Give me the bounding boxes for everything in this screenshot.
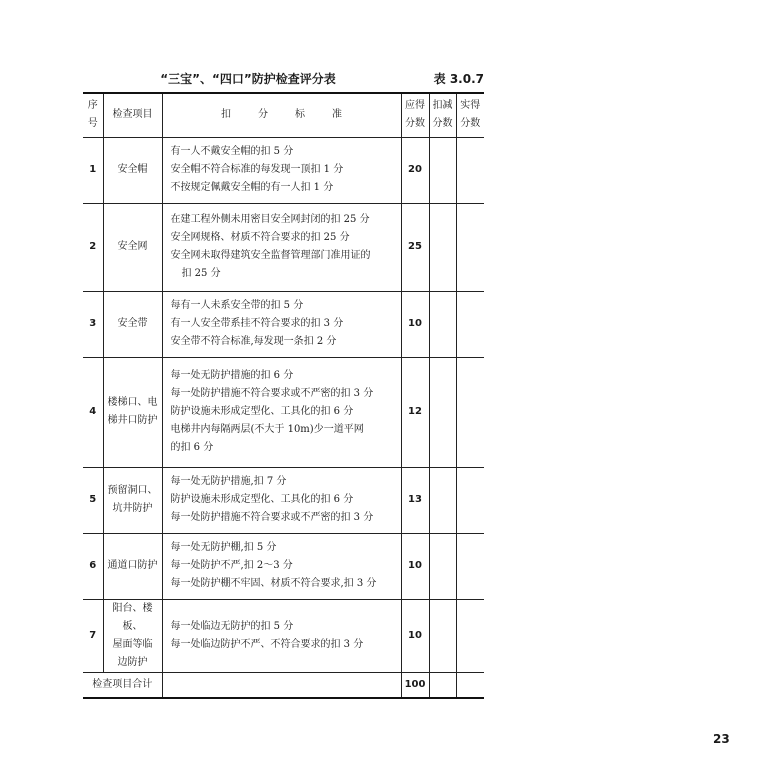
total-actual-score	[456, 672, 484, 698]
row-item: 安全带	[103, 291, 162, 357]
header-deduct-score: 扣减 分数	[429, 93, 456, 137]
total-criteria	[162, 672, 401, 698]
row-deduct-score	[429, 291, 456, 357]
table-row	[83, 467, 484, 533]
header-row	[83, 93, 484, 137]
header-actual-score: 实得 分数	[456, 93, 484, 137]
row-item: 预留洞口、 坑井防护	[103, 467, 162, 533]
row-criteria: 每一处临边无防护的扣 5 分 每一处临边防护不严、不符合要求的扣 3 分	[162, 599, 401, 672]
row-due-score: 10	[401, 599, 429, 672]
header-due-score: 应得 分数	[401, 93, 429, 137]
row-due-score: 20	[401, 137, 429, 203]
row-seq: 7	[83, 599, 103, 672]
row-actual-score	[456, 467, 484, 533]
row-criteria: 每一处无防护措施的扣 6 分 每一处防护措施不符合要求或不严密的扣 3 分 防护设施未形成定型化、工具化的扣 6 分 电梯井内每隔两层(不大于 10m)少一道平网 的扣 6 分	[162, 357, 401, 467]
row-due-score: 25	[401, 203, 429, 291]
row-actual-score	[456, 137, 484, 203]
header-standard: 扣分标准	[162, 93, 401, 137]
table-row	[83, 291, 484, 357]
total-due-score: 100	[401, 672, 429, 698]
row-actual-score	[456, 291, 484, 357]
total-deduct-score	[429, 672, 456, 698]
row-seq: 3	[83, 291, 103, 357]
row-item: 通道口防护	[103, 533, 162, 599]
table-row	[83, 357, 484, 467]
row-criteria: 每一处无防护棚,扣 5 分 每一处防护不严,扣 2～3 分 每一处防护棚不牢固、材质不符合要求,扣 3 分	[162, 533, 401, 599]
row-due-score: 12	[401, 357, 429, 467]
row-deduct-score	[429, 467, 456, 533]
row-seq: 6	[83, 533, 103, 599]
row-actual-score	[456, 203, 484, 291]
table-number: 表 3.0.7	[433, 72, 484, 86]
row-item: 阳台、楼板、 屋面等临 边防护	[103, 599, 162, 672]
row-due-score: 10	[401, 533, 429, 599]
total-label: 检查项目合计	[83, 672, 162, 698]
row-deduct-score	[429, 533, 456, 599]
row-seq: 1	[83, 137, 103, 203]
row-actual-score	[456, 533, 484, 599]
row-due-score: 10	[401, 291, 429, 357]
row-item: 楼梯口、电 梯井口防护	[103, 357, 162, 467]
row-criteria: 有一人不戴安全帽的扣 5 分 安全帽不符合标准的每发现一顶扣 1 分 不按规定佩戴安全帽的有一人扣 1 分	[162, 137, 401, 203]
table-row	[83, 137, 484, 203]
row-actual-score	[456, 357, 484, 467]
table-title: “三宝”、“四口”防护检查评分表	[160, 72, 336, 86]
row-criteria: 在建工程外侧未用密目安全网封闭的扣 25 分 安全网规格、材质不符合要求的扣 25 分 安全网未取得建筑安全监督管理部门准用证的 扣 25 分	[162, 203, 401, 291]
table-row	[83, 599, 484, 672]
header-item: 检查项目	[103, 93, 162, 137]
row-deduct-score	[429, 137, 456, 203]
total-row	[83, 672, 484, 698]
row-seq: 2	[83, 203, 103, 291]
row-criteria: 每有一人未系安全带的扣 5 分 有一人安全带系挂不符合要求的扣 3 分 安全带不符合标准,每发现一条扣 2 分	[162, 291, 401, 357]
row-actual-score	[456, 599, 484, 672]
row-item: 安全帽	[103, 137, 162, 203]
table-caption	[83, 66, 484, 90]
page-number: 23	[713, 732, 730, 746]
row-criteria: 每一处无防护措施,扣 7 分 防护设施未形成定型化、工具化的扣 6 分 每一处防护措施不符合要求或不严密的扣 3 分	[162, 467, 401, 533]
table-row	[83, 533, 484, 599]
row-deduct-score	[429, 203, 456, 291]
inspection-score-table	[83, 92, 484, 699]
row-deduct-score	[429, 357, 456, 467]
row-item: 安全网	[103, 203, 162, 291]
row-seq: 4	[83, 357, 103, 467]
header-seq: 序 号	[83, 93, 103, 137]
row-due-score: 13	[401, 467, 429, 533]
row-deduct-score	[429, 599, 456, 672]
row-seq: 5	[83, 467, 103, 533]
table-row	[83, 203, 484, 291]
